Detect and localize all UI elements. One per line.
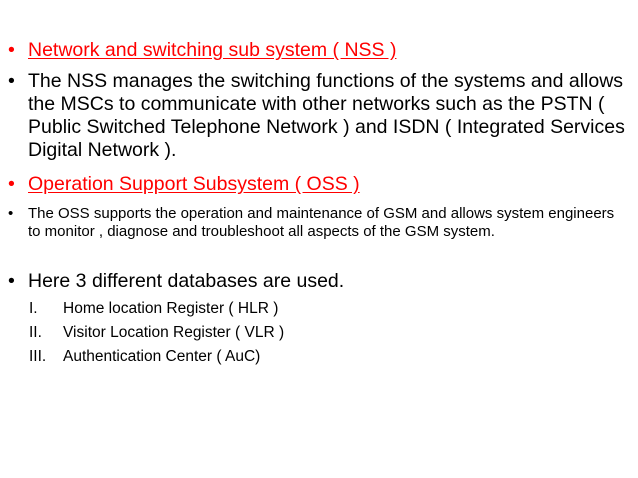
oss-heading: Operation Support Subsystem ( OSS ) <box>28 173 360 195</box>
roman-numeral: II. <box>29 324 42 341</box>
bullet-marker: • <box>8 39 15 61</box>
database-label: Visitor Location Register ( VLR ) <box>63 324 285 341</box>
bullet-marker: • <box>8 270 15 292</box>
database-label: Authentication Center ( AuC) <box>63 348 261 365</box>
bullet-marker: • <box>8 173 15 195</box>
database-label: Home location Register ( HLR ) <box>63 300 279 317</box>
bullet-marker: • <box>8 70 15 92</box>
nss-heading: Network and switching sub system ( NSS ) <box>28 39 397 61</box>
roman-numeral: I. <box>29 300 38 317</box>
roman-numeral: III. <box>29 348 47 365</box>
nss-description: The NSS manages the switching functions of the systems and allows the MSCs to communicate with other networks such as the PSTN ( Public Switched Telephone Network ) and ISDN ( Integrated Services Digital Network ). <box>28 70 625 161</box>
oss-description: The OSS supports the operation and maintenance of GSM and allows system engineers to monitor , diagnose and troubleshoot all aspects of the GSM system. <box>28 205 615 240</box>
databases-intro: Here 3 different databases are used. <box>28 270 345 292</box>
bullet-marker: • <box>8 205 14 222</box>
